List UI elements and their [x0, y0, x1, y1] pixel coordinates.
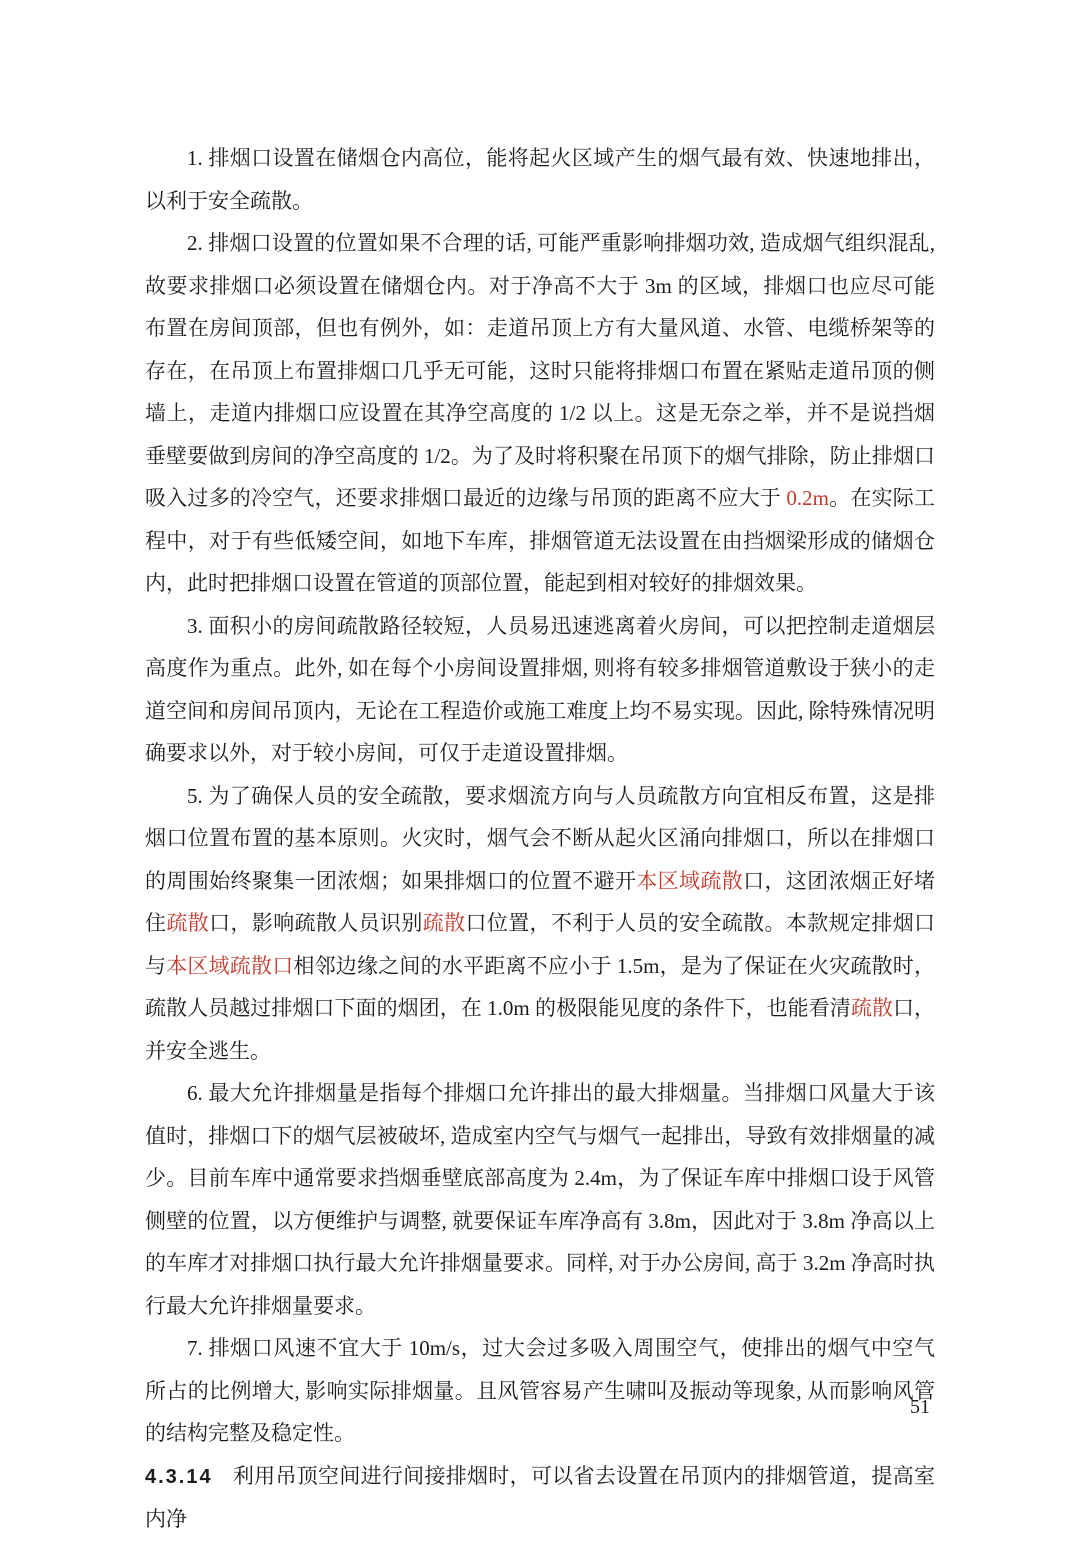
- highlighted-text: 0.2m: [786, 486, 830, 510]
- highlighted-text: 疏散: [850, 996, 893, 1020]
- body-text: 口，这团浓烟正好堵住: [145, 868, 936, 935]
- body-text: 2. 排烟口设置的位置如果不合理的话, 可能严重影响排烟功效, 造成烟气组织混乱, 故要求排烟口必须设置在储烟仓内。对于净高不大于 3m 的区域，排烟口也应尽可能布置在房间顶部，但也有例外，如：走道吊顶上方有大量风道、水管、电缆桥架等的存在，在吊顶上布置排烟口几乎无可能，这时只能将排烟口布置在紧贴走道吊顶的侧墙上，走道内排烟口应设置在其净空高度的 1/2 以上。这是无奈之举，并不是说挡烟垂壁要做到房间的净空高度的 1/2。为了及时将积聚在吊顶下的烟气排除，防止排烟口吸入过多的冷空气，还要求排烟口最近的边缘与吊顶的距离不应大于: [145, 231, 935, 510]
- section-4-3-14: [145, 1455, 935, 1541]
- paragraph-5: [145, 775, 935, 1073]
- body-text: 。在实际工程中，对于有些低矮空间，如地下车库，排烟管道无法设置在由挡烟梁形成的储烟仓内，此时把排烟口设置在管道的顶部位置，能起到相对较好的排烟效果。: [145, 486, 936, 595]
- body-text: 口，影响疏散人员识别: [209, 911, 423, 935]
- body-text: 相邻边缘之间的水平距离不应小于 1.5m，是为了保证在火灾疏散时，疏散人员越过排烟口下面的烟团，在 1.0m 的极限能见度的条件下，也能看清: [145, 953, 936, 1020]
- page-body: [145, 137, 935, 1541]
- body-text: 7. 排烟口风速不宜大于 10m/s，过大会过多吸入周围空气，使排出的烟气中空气所占的比例增大, 影响实际排烟量。且风管容易产生啸叫及振动等现象, 从而影响风管的结构完整及稳定性。: [145, 1336, 935, 1445]
- body-text: 口位置，不利于人员的安全疏散。本款规定排烟口与: [145, 911, 936, 978]
- highlighted-text: 本区域疏散口: [166, 953, 294, 978]
- highlighted-text: 疏散: [422, 911, 466, 935]
- paragraph-2: [145, 222, 935, 605]
- paragraph-1: [145, 137, 935, 222]
- paragraph-7: [145, 1327, 935, 1455]
- body-text: 口，并安全逃生。: [145, 996, 936, 1063]
- body-text: 利用吊顶空间进行间接排烟时，可以省去设置在吊顶内的排烟管道，提高室内净: [145, 1463, 935, 1531]
- paragraph-6: [145, 1072, 935, 1327]
- section-number: 4.3.14: [145, 1465, 213, 1488]
- page-number: 51: [910, 1396, 930, 1418]
- highlighted-text: 本区域疏散: [636, 868, 744, 893]
- body-text: 6. 最大允许排烟量是指每个排烟口允许排出的最大排烟量。当排烟口风量大于该值时，排烟口下的烟气层被破坏, 造成室内空气与烟气一起排出，导致有效排烟量的减少。目前车库中通常要求挡烟垂壁底部高度为 2.4m，为了保证车库中排烟口设于风管侧壁的位置，以方便维护与调整, 就要保证车库净高有 3.8m，因此对于 3.8m 净高以上的车库才对排烟口执行最大允许排烟量要求。同样, 对于办公房间, 高于 3.2m 净高时执行最大允许排烟量要求。: [145, 1081, 935, 1318]
- body-text: 3. 面积小的房间疏散路径较短，人员易迅速逃离着火房间，可以把控制走道烟层高度作为重点。此外, 如在每个小房间设置排烟, 则将有较多排烟管道敷设于狭小的走道空间和房间吊顶内，无论在工程造价或施工难度上均不易实现。因此, 除特殊情况明确要求以外，对于较小房间，可仅于走道设置排烟。: [145, 613, 935, 765]
- highlighted-text: 疏散: [166, 911, 210, 935]
- paragraph-3: [145, 605, 935, 775]
- body-text: 5. 为了确保人员的安全疏散，要求烟流方向与人员疏散方向宜相反布置，这是排烟口位置布置的基本原则。火灾时，烟气会不断从起火区涌向排烟口，所以在排烟口的周围始终聚集一团浓烟；如果排烟口的位置不避开: [145, 783, 935, 893]
- body-text: 1. 排烟口设置在储烟仓内高位，能将起火区域产生的烟气最有效、快速地排出，以利于安全疏散。: [145, 146, 935, 213]
